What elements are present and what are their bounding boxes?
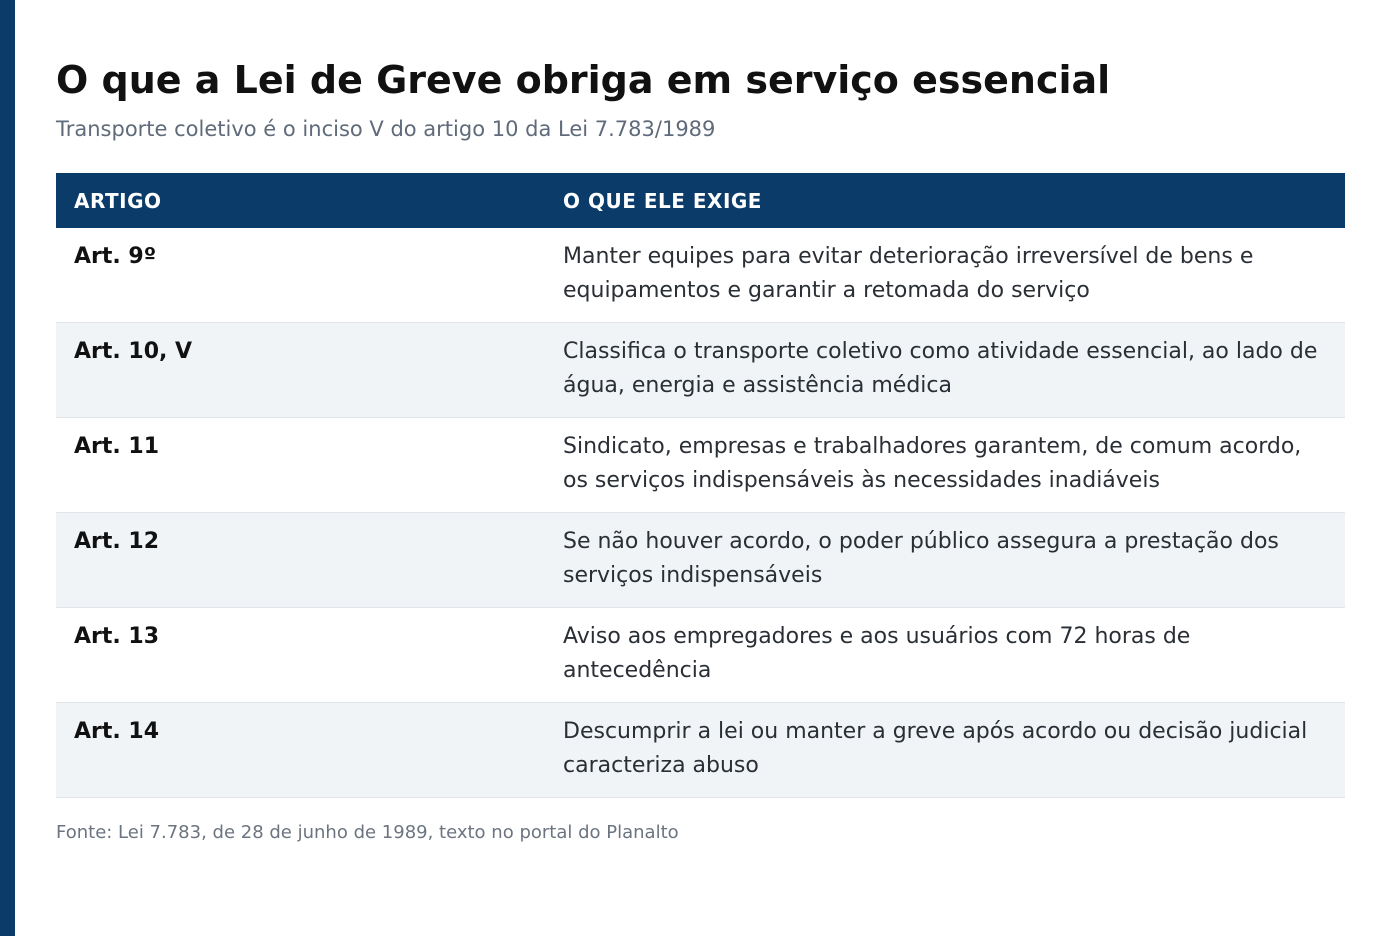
exige-cell: Sindicato, empresas e trabalhadores garantem, de comum acordo, os serviços indispensáveis às necessidades inadiáveis bbox=[545, 418, 1345, 513]
content bbox=[56, 56, 1345, 843]
table-row bbox=[56, 703, 1345, 798]
source-note: Fonte: Lei 7.783, de 28 de junho de 1989, texto no portal do Planalto bbox=[56, 822, 679, 843]
artigo-cell: Art. 10, V bbox=[56, 323, 545, 418]
exige-cell: Aviso aos empregadores e aos usuários com 72 horas de antecedência bbox=[545, 608, 1345, 703]
page-subtitle: Transporte coletivo é o inciso V do artigo 10 da Lei 7.783/1989 bbox=[56, 117, 716, 141]
law-table bbox=[56, 173, 1345, 798]
table-row bbox=[56, 608, 1345, 703]
table-row bbox=[56, 228, 1345, 323]
exige-cell: Se não houver acordo, o poder público assegura a prestação dos serviços indispensáveis bbox=[545, 513, 1345, 608]
exige-cell: Descumprir a lei ou manter a greve após acordo ou decisão judicial caracteriza abuso bbox=[545, 703, 1345, 798]
artigo-cell: Art. 12 bbox=[56, 513, 545, 608]
table-row bbox=[56, 323, 1345, 418]
table-row bbox=[56, 418, 1345, 513]
artigo-cell: Art. 13 bbox=[56, 608, 545, 703]
exige-cell: Classifica o transporte coletivo como atividade essencial, ao lado de água, energia e assistência médica bbox=[545, 323, 1345, 418]
artigo-cell: Art. 11 bbox=[56, 418, 545, 513]
accent-bar bbox=[0, 0, 15, 936]
column-header-artigo: ARTIGO bbox=[56, 173, 545, 228]
page-title: O que a Lei de Greve obriga em serviço essencial bbox=[56, 58, 1111, 102]
table-header-row bbox=[56, 173, 1345, 228]
exige-cell: Manter equipes para evitar deterioração irreversível de bens e equipamentos e garantir a retomada do serviço bbox=[545, 228, 1345, 323]
artigo-cell: Art. 14 bbox=[56, 703, 545, 798]
artigo-cell: Art. 9º bbox=[56, 228, 545, 323]
column-header-exige: O QUE ELE EXIGE bbox=[545, 173, 1345, 228]
table-row bbox=[56, 513, 1345, 608]
